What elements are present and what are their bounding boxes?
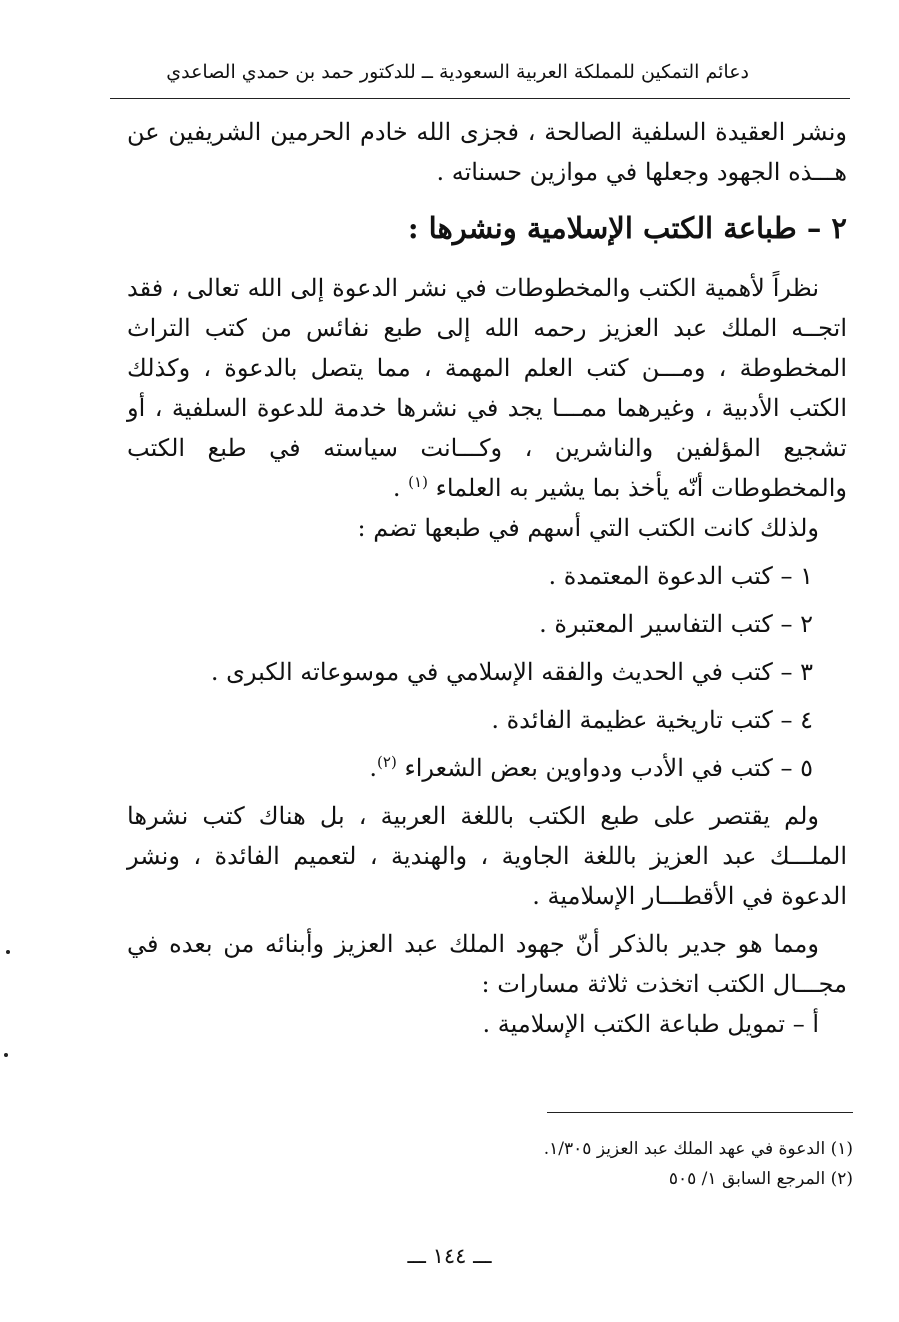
list-item: ٢ – كتب التفاسير المعتبرة . (539, 610, 813, 638)
running-header: دعائم التمكين للمملكة العربية السعودية ــ للدكتور حمد بن حمدي الصاعدي (166, 61, 749, 83)
scan-speck (4, 1053, 8, 1057)
list-item-text: ٥ – كتب في الأدب ودواوين بعض الشعراء (404, 754, 813, 782)
page-number: ـــ ١٤٤ ـــ (407, 1244, 492, 1268)
paragraph-2-end: . (392, 474, 409, 502)
paragraph-2-text: نظراً لأهمية الكتب والمخطوطات في نشر الدعوة إلى الله تعالى ، فقد اتجــه الملك عبد العزيز رحمه الله إلى طبع نفائس من كتب التراث المخطوطة ، ومـــن كتب العلم المهمة ، مما يتصل بالدعوة ، وكذلك الكتب الأدبية ، وغيرهما ممـــا يجد في نشرها خدمة للدعوة السلفية ، أو تشجيع المؤلفين والناشرين ، وكـــانت سياسته في طبع الكتب والمخطوطات أنّه يأخذ بما يشير به العلماء (127, 274, 847, 502)
body-text (127, 112, 847, 1044)
list-item: ١ – كتب الدعوة المعتمدة . (548, 562, 813, 590)
footnote-ref-1: (١) (408, 473, 428, 491)
list-item (127, 744, 847, 792)
paragraph-3: ولذلك كانت الكتب التي أسهم في طبعها تضم : (357, 514, 819, 542)
footnote-1: (١) الدعوة في عهد الملك عبد العزيز ١/٣٠٥. (543, 1139, 853, 1159)
list-item: ٤ – كتب تاريخية عظيمة الفائدة . (491, 706, 813, 734)
section-heading: ٢ – طباعة الكتب الإسلامية ونشرها : (407, 211, 847, 245)
footnote-ref-2: (٢) (377, 753, 397, 771)
paragraph-2 (127, 268, 847, 508)
list-item-end: . (369, 754, 378, 782)
paragraph-5: ومما هو جدير بالذكر أنّ جهود الملك عبد العزيز وأبنائه من بعده في مجـــال الكتب اتخذت ثلاثة مسارات : (127, 930, 847, 998)
footnote-rule (547, 1112, 853, 1113)
header-rule (110, 98, 850, 99)
paragraph-gap (127, 916, 847, 924)
books-list (127, 552, 847, 792)
list-item: ٣ – كتب في الحديث والفقه الإسلامي في موسوعاته الكبرى . (210, 658, 813, 686)
scan-speck (6, 950, 10, 954)
paragraph-4: ولم يقتصر على طبع الكتب باللغة العربية ، بل هناك كتب نشرها الملـــك عبد العزيز باللغة الجاوية ، والهندية ، لتعميم الفائدة ، ونشر الدعوة في الأقطـــار الإسلامية . (127, 802, 847, 910)
paragraph-6: أ – تمويل طباعة الكتب الإسلامية . (482, 1010, 819, 1038)
footnote-2: (٢) المرجع السابق ١/ ٥٠٥ (668, 1169, 853, 1189)
paragraph-1: ونشر العقيدة السلفية الصالحة ، فجزى الله خادم الحرمين الشريفين عن هـــذه الجهود وجعلها في موازين حسناته . (127, 118, 847, 186)
footnotes (353, 1134, 853, 1194)
